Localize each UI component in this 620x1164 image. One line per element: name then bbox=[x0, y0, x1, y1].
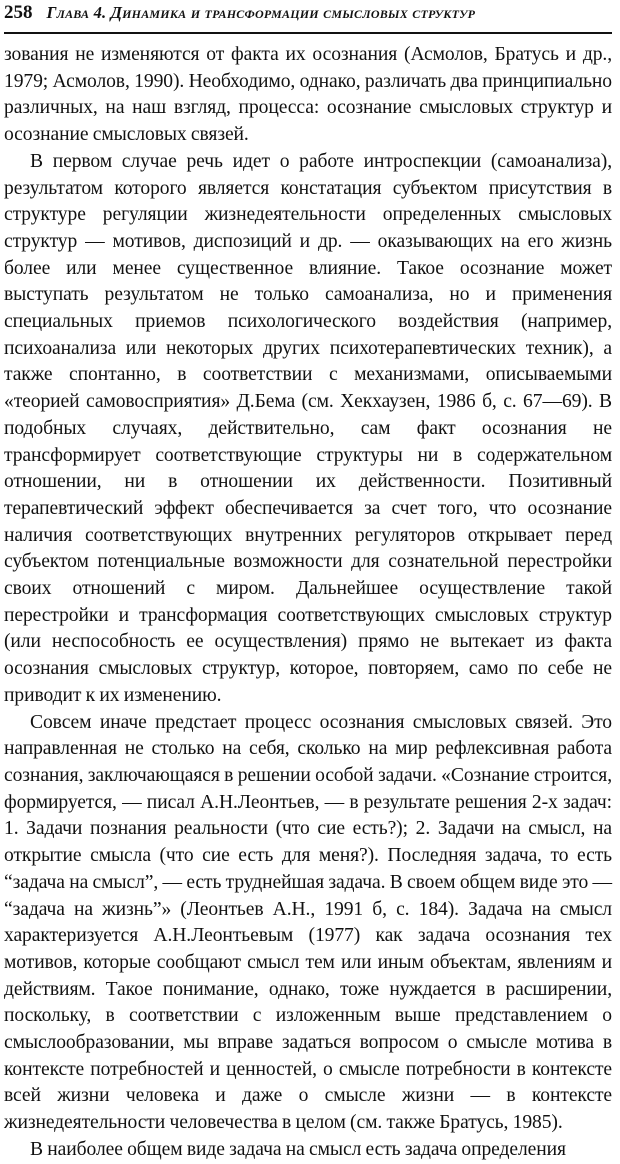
paragraph-continuation: зования не изменяются от факта их осознания (Асмолов, Братусь и др., 1979; Асмолов, 1990). Необходимо, однако, различать два принципиально различных, на наш взгляд, процесса: осознание смысловых структур и осознание смысловых связей. bbox=[4, 44, 612, 146]
page-body bbox=[4, 42, 612, 1164]
page-number: 258 bbox=[4, 2, 33, 23]
paragraph-introspection: В первом случае речь идет о работе интроспекции (самоанализа), результатом которого является констатация субъектом присутствия в структуре регуляции жизнедеятельности определенных смысловых структур — мотивов, диспозиций и др. — оказывающих на его жизнь более или менее существенное влияние. Такое осознание может выступать результатом не только самоанализа, но и применения специальных приемов психологического воздействия (например, психоанализа или некоторых других психотерапевтических техник), а также спонтанно, в соответствии с механизмами, описываемыми «теорией самовосприятия» Д.Бема (см. Хекхаузен, 1986 б, с. 67—69). В подобных случаях, действительно, сам факт осознания не трансформирует соответствующие структуры ни в содержательном отношении, ни в отношении их действенности. Позитивный терапевтический эффект обеспечивается за счет того, что осознание наличия соответствующих внутренних регуляторов открывает перед субъектом потенциальные возможности для сознательной перестройки своих отношений с миром. Дальнейшее осуществление такой перестройки и трансформация соответствующих смысловых структур (или неспособность ее осуществления) прямо не вытекает из факта осознания смысловых структур, которое, повторяем, само по себе не приводит к их изменению. bbox=[4, 150, 612, 706]
paragraph-meaning-links: Совсем иначе предстает процесс осознания смысловых связей. Это направленная не столько на себя, сколько на мир рефлексивная работа сознания, заключающаяся в решении особой задачи. «Сознание строится, формируется, — писал А.Н.Леонтьев, — в результате решения 2-х задач: 1. Задачи познания реальности (что сие есть?); 2. Задачи на смысл, на открытие смысла (что сие есть для меня?). Последняя задача, то есть “задача на смысл”, — есть труднейшая задача. В своем общем виде это — “задача на жизнь”» (Леонтьев А.Н., 1991 б, с. 184). Задача на смысл характеризуется А.Н.Леонтьевым (1977) как задача осознания тех мотивов, которые сообщают смысл тем или иным объектам, явлениям и действиям. Такое понимание, однако, тоже нуждается в расширении, поскольку, в соответствии с изложенным выше представлением о смыслообразовании, мы вправе задаться вопросом о смысле мотива в контексте потребностей и ценностей, о смысле потребности в контексте всей жизни человека и даже о смысле жизни — в контексте жизнедеятельности человечества в целом (см. также Братусь, 1985). bbox=[4, 711, 612, 1134]
page-header bbox=[4, 0, 612, 34]
running-head: Глава 4. Динамика и трансформации смысловых структур bbox=[46, 3, 476, 22]
paragraph-last-line: В наиболее общем виде задача на смысл есть задача определения bbox=[30, 1138, 566, 1160]
